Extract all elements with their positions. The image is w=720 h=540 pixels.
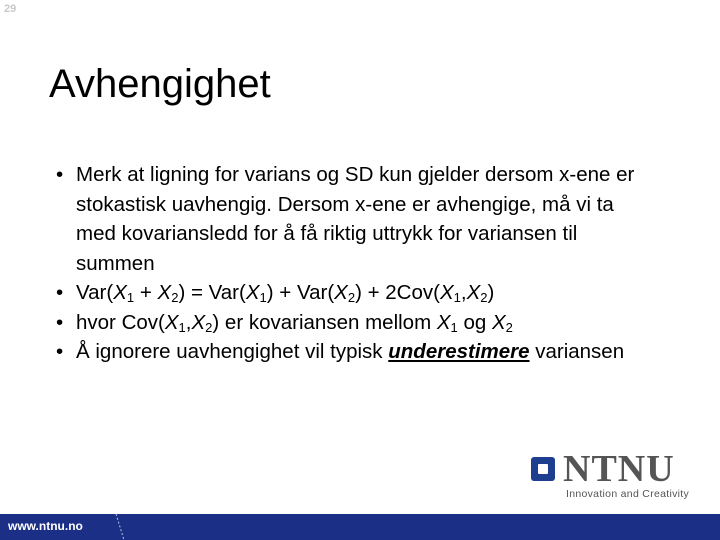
slide-title: Avhengighet [49,62,271,106]
bullet-dot: • [56,163,64,186]
bullet-text: Merk at ligning for varians og SD kun gjelder dersom x-ene er stokastisk uavhengig. Dersom x-ene er avhengige, må vi ta med kovariansledd for å få riktig uttrykk for variansen til summen [76,163,635,275]
bullet-dot: • [56,340,64,363]
bullet-item [48,278,658,308]
bullet-item [48,160,658,278]
bullet-list [48,160,658,367]
formula-text: $Var(X_1 + X_2) = Var(X_1) + Var(X_2) + 2Cov(X_1,X_2)$ [76,281,495,305]
bullet-text: hvor $Cov(X_1,X_2)$ er kovariansen mellom $X_1$ og $X_2$ [76,310,513,335]
emphasized-word: underestimere [388,340,530,363]
logo-tagline: Innovation and Creativity [566,488,690,500]
bullet-text: Å ignorere uavhengighet vil typisk underestimere variansen [76,340,625,363]
footer-decoration-icon [0,514,720,540]
page-number: 29 [4,3,17,15]
bullet-item [48,308,658,338]
footer-url[interactable]: www.ntnu.no [8,519,83,533]
bullet-dot: • [56,281,64,304]
bullet-dot: • [56,310,64,334]
footer-bar [0,514,720,540]
ntnu-logo [530,448,710,504]
bullet-item [48,337,658,367]
logo-name: NTNU [563,448,675,490]
logo-square-icon [531,457,555,481]
